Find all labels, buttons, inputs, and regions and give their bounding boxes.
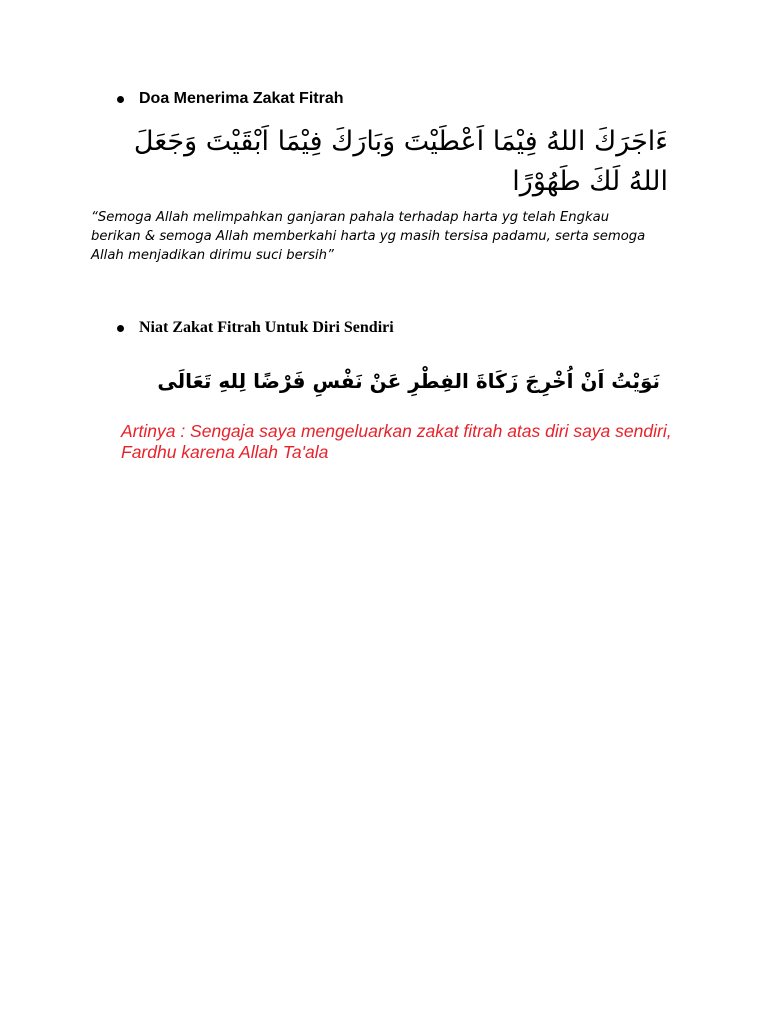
- doa-heading: Doa Menerima Zakat Fitrah: [139, 90, 344, 107]
- doa-heading-line: [117, 88, 344, 110]
- bullet-icon: [117, 96, 124, 103]
- niat-arabic-text: نَوَيْتُ اَنْ اُخْرِجَ زَكَاةَ الفِطْرِ عَنْ نَفْسِ فَرْضًا لِلهِ تَعَالَى: [157, 369, 660, 393]
- niat-heading: Niat Zakat Fitrah Untuk Diri Sendiri: [139, 319, 394, 336]
- niat-artinya: Artinya : Sengaja saya mengeluarkan zakat fitrah atas diri saya sendiri, Fardhu karena Allah Ta'ala: [121, 421, 672, 462]
- niat-heading-line: [117, 317, 394, 339]
- doa-arabic-text: ءَاجَرَكَ اللهُ فِيْمَا اَعْطَيْتَ وَبَارَكَ فِيْمَا اَبْقَيْتَ وَجَعَلَ اللهُ لَكَ طَهُوْرًا: [133, 126, 668, 197]
- doa-translation: “Semoga Allah melimpahkan ganjaran pahala terhadap harta yg telah Engkau berikan & semoga Allah memberkahi harta yg masih tersisa padamu, serta semoga Allah menjadikan dirimu suci bersih”: [91, 210, 646, 263]
- bullet-icon: [117, 325, 124, 332]
